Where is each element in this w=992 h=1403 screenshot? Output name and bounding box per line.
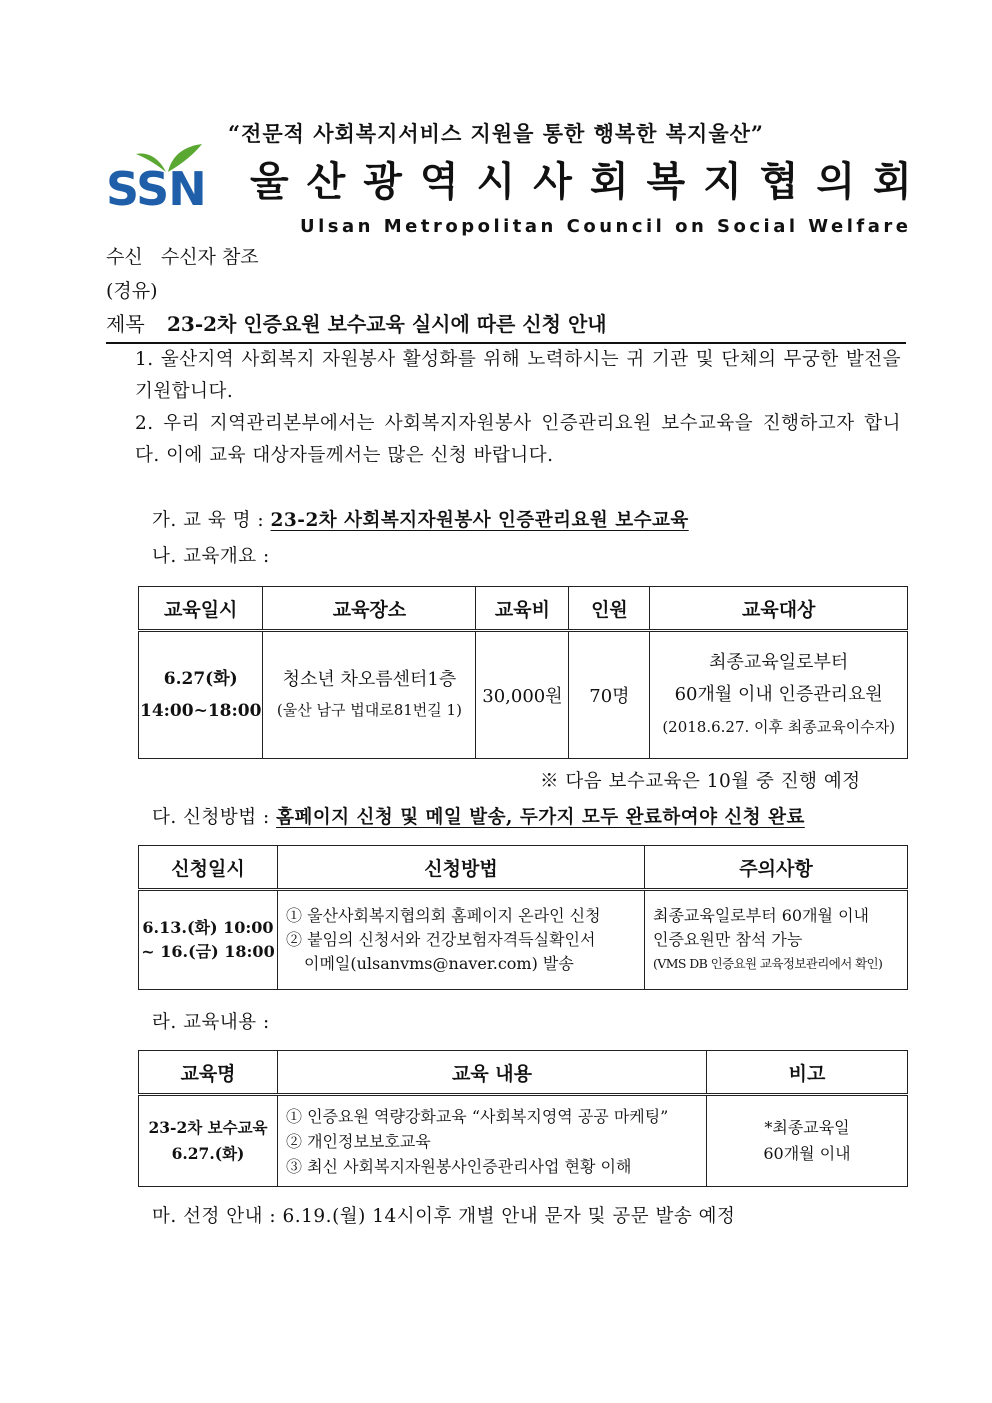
item-ga [152, 506, 689, 532]
recipient-label: 수신 [106, 246, 143, 268]
paragraph-1: 1. 울산지역 사회복지 자원봉사 활성화를 위해 노력하시는 귀 기관 및 단체의 무궁한 발전을 기원합니다. [135, 349, 901, 402]
logo-text: SSN [106, 162, 206, 216]
org-name: 울산광역시사회복지협의회 [250, 158, 930, 205]
cell-course-content [278, 1095, 707, 1187]
th-apply-date: 신청일시 [139, 846, 278, 890]
subject-text: 23-2차 인증요원 보수교육 실시에 따른 신청 안내 [167, 312, 607, 336]
edu-count: 70명 [569, 631, 650, 759]
cell-date [139, 631, 263, 759]
remark-2: 60개월 이내 [763, 1144, 851, 1163]
th-target: 교육대상 [650, 587, 908, 631]
recipient-value: 수신자 참조 [160, 246, 259, 268]
item-da-value: 홈페이지 신청 및 메일 발송, 두가지 모두 완료하여야 신청 완료 [276, 807, 805, 828]
target-line-3: (2018.6.27. 이후 최종교육이수자) [662, 718, 896, 736]
th-course-content: 교육 내용 [278, 1051, 707, 1095]
item-da [152, 803, 805, 829]
slogan: “전문적 사회복지서비스 지원을 통한 행복한 복지울산” [227, 121, 764, 146]
th-count: 인원 [569, 587, 650, 631]
th-apply-note: 주의사항 [645, 846, 908, 890]
apply-note-3: (VMS DB 인증요원 교육정보관리에서 확인) [653, 956, 883, 971]
th-date: 교육일시 [139, 587, 263, 631]
ssn-logo [106, 142, 214, 216]
target-line-1: 최종교육일로부터 [709, 652, 849, 673]
item-ga-value: 23-2차 사회복지자원봉사 인증관리요원 보수교육 [270, 510, 689, 531]
cell-target [650, 631, 908, 759]
overview-note: ※ 다음 보수교육은 10월 중 진행 예정 [540, 771, 861, 792]
item-ra-label: 라. 교육내용 : [152, 1012, 270, 1033]
edu-place-address: (울산 남구 법대로81번길 1) [276, 701, 462, 719]
apply-note-1: 최종교육일로부터 60개월 이내 [653, 906, 870, 925]
cell-apply-method [278, 890, 645, 990]
th-place: 교육장소 [263, 587, 476, 631]
edu-place: 청소년 차오름센터1층 [282, 669, 457, 690]
edu-date: 6.27(화) [163, 669, 238, 689]
cell-place [263, 631, 476, 759]
th-remark: 비고 [707, 1051, 908, 1095]
cell-course-name [139, 1095, 278, 1187]
apply-date-2: ~ 16.(금) 18:00 [141, 942, 275, 961]
apply-method-3: 이메일(ulsanvms@naver.com) 발송 [304, 954, 574, 973]
th-apply-method: 신청방법 [278, 846, 645, 890]
org-english-name: Ulsan Metropolitan Council on Social Welfare [300, 216, 912, 237]
item-na-label: 나. 교육개요 : [152, 546, 270, 567]
paragraph-2: 2. 우리 지역관리본부에서는 사회복지자원봉사 인증관리요원 보수교육을 진행하고자 합니다. 이에 교육 대상자들께서는 많은 신청 바랍니다. [135, 413, 901, 466]
content-table [138, 1050, 908, 1187]
subject-label: 제목 [106, 312, 145, 336]
th-fee: 교육비 [476, 587, 569, 631]
course-name-2: 6.27.(화) [171, 1144, 245, 1163]
target-line-2: 60개월 이내 인증관리요원 [674, 684, 883, 705]
edu-fee: 30,000원 [476, 631, 569, 759]
edu-time: 14:00~18:00 [140, 701, 262, 721]
cell-apply-date [139, 890, 278, 990]
cell-remark [707, 1095, 908, 1187]
item-ma: 마. 선정 안내 : 6.19.(월) 14시이후 개별 안내 문자 및 공문 발송 예정 [152, 1206, 736, 1227]
remark-1: *최종교육일 [764, 1118, 850, 1137]
apply-note-2: 인증요원만 참석 가능 [653, 930, 803, 949]
course-content-3: ③ 최신 사회복지자원봉사인증관리사업 현황 이해 [286, 1156, 632, 1176]
overview-table [138, 586, 908, 759]
item-ga-label: 가. 교 육 명 : [152, 510, 265, 531]
subject-row [106, 308, 906, 344]
course-content-2: ② 개인정보보호교육 [286, 1131, 431, 1151]
item-da-label: 다. 신청방법 : [152, 807, 270, 828]
apply-method-1: ① 울산사회복지협의회 홈페이지 온라인 신청 [286, 906, 601, 925]
apply-date-1: 6.13.(화) 10:00 [142, 918, 274, 937]
apply-method-2: ② 붙임의 신청서와 건강보험자격득실확인서 [286, 930, 596, 949]
recipient-row [106, 242, 259, 269]
via-row: (경유) [106, 280, 158, 302]
apply-table [138, 845, 908, 990]
course-content-1: ① 인증요원 역량강화교육 “사회복지영역 공공 마케팅” [286, 1106, 669, 1126]
course-name-1: 23-2차 보수교육 [148, 1118, 268, 1137]
th-course-name: 교육명 [139, 1051, 278, 1095]
cell-apply-note [645, 890, 908, 990]
